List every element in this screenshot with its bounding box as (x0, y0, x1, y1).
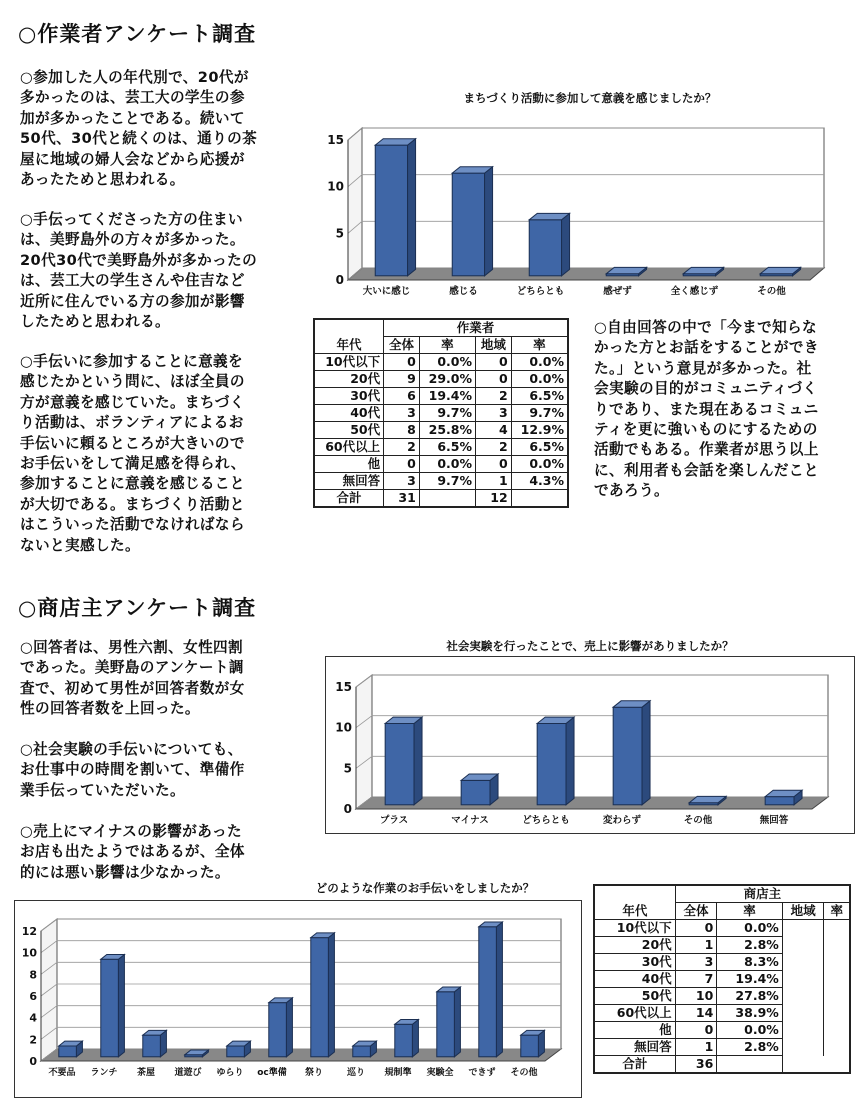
table1-cell: 6.5% (511, 388, 568, 405)
chart-bar-top (606, 267, 646, 273)
table2-total-label: 合計 (594, 1056, 675, 1074)
table2-group: 商店主 (675, 885, 850, 903)
table2-blank-cell (782, 971, 824, 988)
table1-cell: 19.4% (419, 388, 475, 405)
chart-bar (101, 959, 119, 1057)
table2-cell: 10代以下 (594, 920, 675, 937)
table1-cell: 6.5% (419, 439, 475, 456)
chart-bar-side (454, 987, 460, 1057)
table1-cell: 6.5% (511, 439, 568, 456)
chart-tick-label: 12 (21, 925, 37, 938)
chart-bar (59, 1046, 77, 1057)
chart-category-label: 道遊び (174, 1068, 202, 1078)
table1-row (314, 422, 568, 439)
chart-category-label: どちらとも (522, 815, 570, 826)
table1-row (314, 388, 568, 405)
table2-cell: 他 (594, 1022, 675, 1039)
table2-cell: 0.0% (717, 1022, 783, 1039)
chart-back-wall (372, 675, 828, 797)
chart-bar-side (412, 1020, 418, 1057)
table1-cell: 他 (314, 456, 384, 473)
chart-bar (529, 220, 561, 276)
chart-bar-side (562, 213, 570, 275)
chart-bar-top (529, 213, 569, 219)
table1-cell: 2 (476, 439, 512, 456)
table1-row (314, 473, 568, 490)
table1-cell: 60代以上 (314, 439, 384, 456)
table1-cell: 9.7% (419, 405, 475, 422)
table2-cell: 7 (675, 971, 717, 988)
table2-blank-cell (782, 937, 824, 954)
chart-category-label: どちらとも (516, 286, 565, 297)
chart1-title: まちづくり活動に参加して意義を感じましたか？ (463, 91, 717, 105)
table2-row (594, 954, 850, 971)
table2-corner: 年代 (594, 885, 675, 920)
chart2-frame (325, 656, 855, 834)
table1-cell: 3 (476, 405, 512, 422)
table2-cell: 1 (675, 937, 717, 954)
chart-category-label: 全く感じず (670, 286, 719, 297)
table1-row (314, 456, 568, 473)
chart-side-wall (356, 675, 372, 809)
table2-blank-cell (782, 920, 824, 937)
table1-cell: 9 (384, 371, 420, 388)
table2-cell: 2.8% (717, 1039, 783, 1056)
chart-bar (452, 173, 484, 276)
table1-total-label: 合計 (314, 490, 384, 508)
table1-cell: 0 (384, 456, 420, 473)
table1-cell: 50代 (314, 422, 384, 439)
table1-cell: 2 (384, 439, 420, 456)
table1-row (314, 405, 568, 422)
table2-blank-cell (824, 1039, 850, 1056)
table2-cell: 0.0% (717, 920, 783, 937)
section2-para2: ○社会実験の手伝いについても、 お仕事中の時間を割いて、準備作 業手伝っていただいた。 (20, 741, 245, 799)
table2-header: 地域 (782, 903, 824, 920)
section1-para4: ○自由回答の中で「今まで知らな かった方とお話をすることができ た。」という意見が多かった。社 会実験の目的がコミュニティづく りであり、また現在あるコミュニ ティを更に強いものにするための 活動でもある。作業者が思う以上 に、利用者も会話を楽しんだこと であろう。 (594, 319, 819, 500)
table2-cell: 無回答 (594, 1039, 675, 1056)
chart-tick-label: 6 (29, 990, 37, 1003)
chart-bar (353, 1046, 371, 1057)
table1-cell: 0 (476, 354, 512, 371)
section2-para1: ○回答者は、男性六割、女性四割 であった。美野島のアンケート調 査で、初めて男性が回答者数が女 性の回答者数を上回った。 (20, 639, 245, 718)
section2-heading: ○商店主アンケート調査 (18, 596, 257, 620)
worker-age-table (313, 318, 569, 508)
chart-bar-side (286, 998, 292, 1057)
chart-tick-label: 5 (343, 761, 352, 776)
chart-bar (143, 1035, 161, 1057)
chart-category-label: 感ぜず (603, 286, 632, 297)
table2-cell: 30代 (594, 954, 675, 971)
chart-category-label: oc準備 (257, 1068, 287, 1078)
chart1 (310, 108, 855, 300)
chart-bar (311, 938, 329, 1057)
chart-bar (461, 780, 490, 804)
table1-header: 率 (419, 337, 475, 354)
chart-category-label: 不要品 (48, 1068, 76, 1078)
table1-total-local: 12 (476, 490, 512, 508)
chart-tick-label: 0 (335, 273, 344, 287)
chart-bar (537, 723, 566, 804)
table2-blank-cell (782, 954, 824, 971)
chart-bar-side (408, 139, 416, 276)
chart-category-label: その他 (510, 1068, 538, 1078)
table2-cell: 60代以上 (594, 1005, 675, 1022)
table1-cell: 40代 (314, 405, 384, 422)
chart-tick-label: 5 (335, 226, 344, 241)
table2-row (594, 937, 850, 954)
table1-cell: 3 (384, 405, 420, 422)
section2-para3: ○売上にマイナスの影響があった お店も出たようではあるが、全体 的には悪い影響は少なかった。 (20, 823, 245, 881)
chart-category-label: 実験全 (426, 1068, 454, 1078)
table2-row (594, 1005, 850, 1022)
table2-cell: 27.8% (717, 988, 783, 1005)
chart-tick-label: 0 (29, 1055, 37, 1068)
table2-row (594, 988, 850, 1005)
table1-cell: 0.0% (419, 456, 475, 473)
table1-cell: 6 (384, 388, 420, 405)
table1-cell: 0 (476, 371, 512, 388)
chart-bar (521, 1035, 539, 1057)
table1-cell: 0.0% (419, 354, 475, 371)
chart-tick-label: 10 (327, 179, 344, 194)
chart-bar (227, 1046, 245, 1057)
chart3 (15, 901, 581, 1097)
table2-total-blank (717, 1056, 783, 1074)
table2-blank-cell (824, 971, 850, 988)
table2-row (594, 1039, 850, 1056)
table2-blank-cell (782, 1022, 824, 1039)
table2-cell: 20代 (594, 937, 675, 954)
chart-bar-side (566, 717, 574, 805)
table2-cell: 3 (675, 954, 717, 971)
chart-tick-label: 4 (29, 1011, 37, 1025)
table2-blank-cell (824, 920, 850, 937)
chart-tick-label: 8 (29, 968, 37, 982)
chart-category-label: 巡り (346, 1068, 366, 1078)
chart-bar-side (328, 933, 334, 1057)
table1-cell: 2 (476, 388, 512, 405)
chart-bar-side (496, 922, 502, 1057)
table1-cell: 30代 (314, 388, 384, 405)
table2-row (594, 1022, 850, 1039)
chart3-frame (14, 900, 582, 1098)
table1-cell: 9.7% (419, 473, 475, 490)
table2-blank-cell (824, 1005, 850, 1022)
chart3-title: どのような作業のお手伝いをしましたか？ (315, 881, 535, 895)
chart-bar (385, 723, 414, 804)
chart-tick-label: 10 (21, 946, 37, 960)
chart-bar-side (118, 955, 124, 1057)
chart-category-label: その他 (683, 815, 713, 826)
table1-cell: 0.0% (511, 354, 568, 371)
chart2-title: 社会実験を行ったことで、売上に影響がありましたか？ (446, 639, 734, 653)
chart-bar-top (760, 267, 800, 273)
chart-bar (375, 145, 407, 276)
chart-category-label: 無回答 (759, 815, 789, 826)
chart-floor (348, 268, 824, 280)
shopkeeper-age-table (593, 884, 851, 1074)
chart-bar (395, 1024, 413, 1057)
chart-bar-top (375, 139, 415, 145)
chart-category-label: 変わらず (602, 815, 642, 826)
table2-cell: 8.3% (717, 954, 783, 971)
table2-cell: 1 (675, 1039, 717, 1056)
table2-blank-cell (782, 1005, 824, 1022)
chart-category-label: 規制準 (384, 1068, 412, 1078)
table1-total-blank (419, 490, 475, 508)
chart-back-wall (362, 128, 824, 268)
chart-floor (356, 797, 828, 809)
table2-cell: 50代 (594, 988, 675, 1005)
chart-category-label: 感じる (449, 286, 478, 297)
table2-blank-cell (824, 954, 850, 971)
table2-cell: 10 (675, 988, 717, 1005)
table1-cell: 無回答 (314, 473, 384, 490)
chart-bar-side (485, 167, 493, 276)
chart-bar (613, 707, 642, 805)
table1-cell: 0.0% (511, 456, 568, 473)
table2-blank-cell (824, 1022, 850, 1039)
table2-cell: 38.9% (717, 1005, 783, 1022)
table2-header: 率 (717, 903, 783, 920)
chart-category-label: ランチ (90, 1068, 118, 1078)
table2-cell: 19.4% (717, 971, 783, 988)
table1-row (314, 371, 568, 388)
table1-corner: 年代 (314, 319, 384, 354)
table1-row (314, 354, 568, 371)
chart-bar (269, 1003, 287, 1057)
chart-category-label: 茶屋 (136, 1068, 156, 1078)
table1-cell: 0 (476, 456, 512, 473)
table1-total-blank (511, 490, 568, 508)
chart-category-label: プラス (379, 815, 409, 826)
table2-blank-cell (782, 988, 824, 1005)
chart-category-label: ゆらり (216, 1068, 244, 1078)
table2-total-all: 36 (675, 1056, 717, 1074)
table2-header: 率 (824, 903, 850, 920)
table1-header: 率 (511, 337, 568, 354)
table2-blank-cell (824, 988, 850, 1005)
section1-heading: ○作業者アンケート調査 (18, 22, 257, 46)
table1-group: 作業者 (384, 319, 568, 337)
chart-category-label: マイナス (451, 815, 489, 826)
chart-tick-label: 0 (343, 802, 352, 816)
chart-tick-label: 15 (327, 133, 344, 147)
table2-row (594, 920, 850, 937)
table1-cell: 1 (476, 473, 512, 490)
chart-category-label: できず (468, 1068, 496, 1078)
chart-category-label: 祭り (304, 1068, 324, 1078)
chart-bar (765, 797, 794, 805)
chart-bar (437, 992, 455, 1057)
table1-row (314, 439, 568, 456)
table1-cell: 20代 (314, 371, 384, 388)
chart-tick-label: 15 (335, 680, 352, 694)
table2-row (594, 971, 850, 988)
table2-cell: 14 (675, 1005, 717, 1022)
chart-bar-top (683, 267, 723, 273)
chart-side-wall (348, 128, 362, 280)
table1-cell: 25.8% (419, 422, 475, 439)
table1-header: 全体 (384, 337, 420, 354)
table1-cell: 4.3% (511, 473, 568, 490)
chart-bar (479, 927, 497, 1057)
chart-bar-side (642, 701, 650, 805)
table2-header: 全体 (675, 903, 717, 920)
table1-cell: 0.0% (511, 371, 568, 388)
chart-tick-label: 2 (29, 1033, 37, 1047)
chart-category-label: その他 (757, 286, 786, 297)
chart-category-label: 大いに感じ (362, 286, 411, 297)
table1-cell: 29.0% (419, 371, 475, 388)
table1-cell: 8 (384, 422, 420, 439)
table1-cell: 12.9% (511, 422, 568, 439)
table2-cell: 2.8% (717, 937, 783, 954)
chart2 (326, 657, 854, 833)
chart-bar-side (414, 717, 422, 805)
chart-bar-top (452, 167, 492, 173)
table1-cell: 3 (384, 473, 420, 490)
table1-cell: 4 (476, 422, 512, 439)
table1-header: 地域 (476, 337, 512, 354)
section1-para2: ○手伝ってくださった方の住まい は、美野島外の方々が多かった。 20代30代で美野島外が多かったの は、芸工大の学生さんや住吉など 近所に住んでいる方の参加が影響 したためと思われる。 (20, 211, 258, 331)
section1-para1: ○参加した人の年代別で、20代が 多かったのは、芸工大の学生の参 加が多かったことである。続いて 50代、30代と続くのは、通りの茶 屋に地域の婦人会などから応援が あったためと思われる。 (20, 69, 258, 189)
table1-total-all: 31 (384, 490, 420, 508)
table2-cell: 0 (675, 1022, 717, 1039)
table2-blank-cell (782, 1039, 824, 1056)
table1-cell: 0 (384, 354, 420, 371)
table2-cell: 0 (675, 920, 717, 937)
chart-tick-label: 10 (335, 720, 352, 735)
table1-cell: 9.7% (511, 405, 568, 422)
table1-cell: 10代以下 (314, 354, 384, 371)
table2-cell: 40代 (594, 971, 675, 988)
section1-para3: ○手伝いに参加することに意義を 感じたかという問に、ほぼ全員の 方が意義を感じていた。まちづく り活動は、ボランティアによるお 手伝いに頼るところが大きいので お手伝いをして満足感を得られ、 参加することに意義を感じること が大切である。まちづくり活動と はこういった活動でなければなら ないと実感した。 (20, 353, 246, 554)
table2-blank-cell (824, 937, 850, 954)
